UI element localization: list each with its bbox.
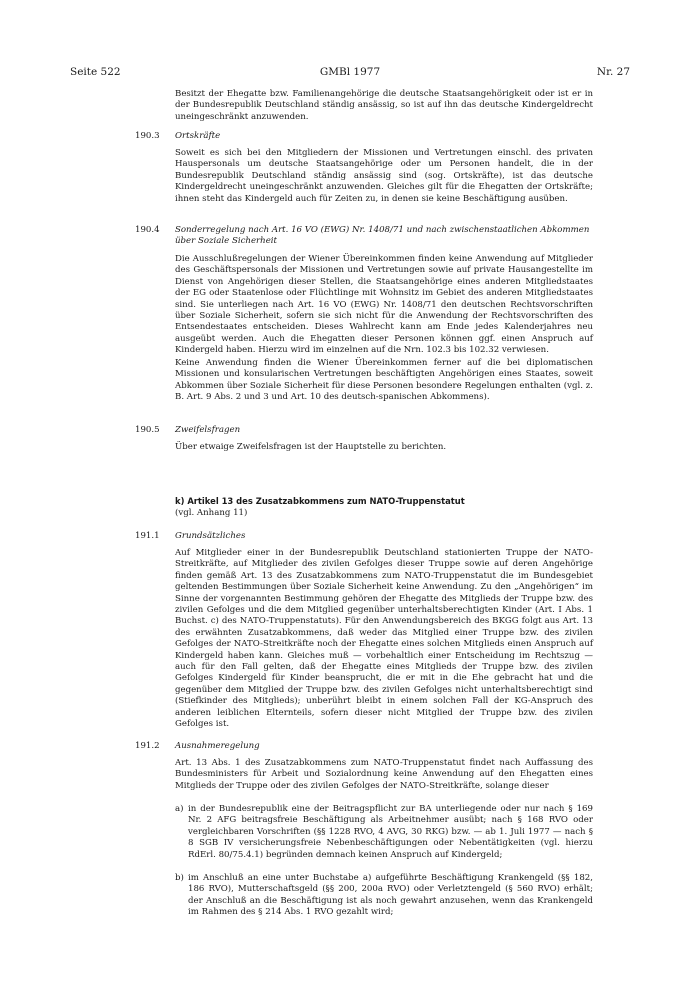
section-heading-191-1: Grundsätzliches: [175, 531, 246, 541]
list-item-text: im Anschluß an eine unter Buchstabe a) aufgeführte Beschäftigung Krankengeld (§§ 182, 186 RVO), Mutterschaftsgeld (§§ 200, 200a RVO) oder Verletztengeld (§ 560 RVO) erhält; der Anschluß an die Beschäftigung ist als noch gewahrt anzusehen, wenn das Krankengeld im Rahmen des § 214 Abs. 1 RVO gezahlt wird;: [188, 873, 593, 918]
list-item-label: b): [175, 873, 184, 883]
section-paragraph-190-4-b: Keine Anwendung finden die Wiener Übereinkommen ferner auf die bei diplomatischen Missionen und konsularischen Vertretungen beschäftigten Angehörigen eines Staates, soweit Abkommen über Soziale Sicherheit für diese Personen besondere Regelungen enthalten (vgl. z. B. Art. 9 Abs. 2 und 3 und Art. 10 des deutsch-spanischen Abkommens).: [175, 358, 593, 403]
journal-title: GMBl 1977: [319, 66, 381, 78]
list-item-b: [175, 873, 593, 919]
page-number: Seite 522: [70, 66, 121, 78]
intro-paragraph: Besitzt der Ehegatte bzw. Familienangehörige die deutsche Staatsangehörigkeit oder ist er in der Bundesrepublik Deutschland ständig ansässig, so ist auf ihn das deutsche Kindergeldrecht uneingeschränkt anzuwenden.: [175, 89, 593, 122]
article-heading: [175, 496, 593, 508]
section-paragraph-190-5: Über etwaige Zweifelsfragen ist der Hauptstelle zu berichten.: [175, 442, 447, 452]
list-item-label: a): [175, 804, 184, 814]
section-number-190-4: 190.4: [135, 225, 160, 235]
section-paragraph-190-4-a: Die Ausschlußregelungen der Wiener Übereinkommen finden keine Anwendung auf Mitglieder des Geschäftspersonals der Missionen und Vertretungen sowie auf private Hausangestellte im Dienst von Angehörigen dieser Stellen, die Staatsangehörige eines anderen Mitgliedstaates der EG oder Staatenlose oder Flüchtlinge mit Wohnsitz im Gebiet des anderen Mitgliedstaates sind. Sie unterliegen nach Art. 16 VO (EWG) Nr. 1408/71 den deutschen Rechtsvorschriften über Soziale Sicherheit, sofern sie sich nicht für die Anwendung der Rechtsvorschriften des Entsendestaates entscheiden. Dieses Wahlrecht kann am Ende jedes Kalenderjahres neu ausgeübt werden. Auch die Ehegatten dieser Personen können ggf. einen Anspruch auf Kindergeld haben. Hierzu wird im einzelnen auf die Nrn. 102.3 bis 102.32 verwiesen.: [175, 254, 593, 356]
section-heading-190-3: Ortskräfte: [175, 131, 221, 141]
issue-number: Nr. 27: [596, 66, 630, 78]
article-subtitle: (vgl. Anhang 11): [175, 508, 248, 518]
section-number-191-1: 191.1: [135, 531, 160, 541]
section-paragraph-191-1: Auf Mitglieder einer in der Bundesrepublik Deutschland stationierten Truppe der NATO-Streitkräfte, auf Mitglieder des zivilen Gefolges dieser Truppe sowie auf deren Angehörige finden gemäß Art. 13 des Zusatzabkommens zum NATO-Truppenstatut die im Bundesgebiet geltenden Bestimmungen über Soziale Sicherheit keine Anwendung. Zu den „Angehörigen“ im Sinne der vorgenannten Bestimmung gehören der Ehegatte des Mitglieds der Truppe bzw. des zivilen Gefolges und die dem Mitglied gegenüber unterhaltsberechtigten Kinder (Art. I Abs. 1 Buchst. c) des NATO-Truppenstatuts). Für den Anwendungsbereich des BKGG folgt aus Art. 13 des erwähnten Zusatzabkommens, daß weder das Mitglied einer Truppe bzw. des zivilen Gefolges der NATO-Streitkräfte noch der Ehegatte eines solchen Mitglieds einen Anspruch auf Kindergeld haben kann. Gleiches muß — vorbehaltlich einer Entscheidung im Rechtszug — auch für den Fall gelten, daß der Ehegatte eines Mitglieds der Truppe bzw. des zivilen Gefolges Kindergeld für Kinder beansprucht, die er mit in die Ehe gebracht hat und die gegenüber dem Mitglied der Truppe bzw. des zivilen Gefolges nicht unterhaltsberechtigt sind (Stiefkinder des Mitglieds); unberührt bleibt in einem solchen Fall der KG-Anspruch des anderen leiblichen Elternteils, sofern dieser nicht Mitglied der Truppe bzw. des zivilen Gefolges ist.: [175, 548, 593, 730]
section-paragraph-191-2: Art. 13 Abs. 1 des Zusatzabkommens zum NATO-Truppenstatut findet nach Auffassung des Bundesministers für Arbeit und Sozialordnung keine Anwendung auf den Ehegatten eines Mitglieds der Truppe oder des zivilen Gefolges der NATO-Streitkräfte, solange dieser: [175, 758, 593, 791]
section-number-191-2: 191.2: [135, 741, 160, 751]
section-heading-191-2: Ausnahmeregelung: [175, 741, 260, 751]
section-heading-190-5: Zweifelsfragen: [175, 425, 241, 435]
list-item-a: [175, 804, 593, 861]
section-number-190-3: 190.3: [135, 131, 160, 141]
section-paragraph-190-3: Soweit es sich bei den Mitgliedern der Missionen und Vertretungen einschl. des privaten Hauspersonals um deutsche Staatsangehörige oder um Personen handelt, die in der Bundesrepublik Deutschland ständig ansässig sind (sog. Ortskräfte), ist das deutsche Kindergeldrecht uneingeschränkt anzuwenden. Gleiches gilt für die Ehegatten der Ortskräfte; ihnen steht das Kindergeld auch für Zeiten zu, in denen sie keine Beschäftigung ausüben.: [175, 148, 593, 204]
section-heading-190-4: Sonderregelung nach Art. 16 VO (EWG) Nr. 1408/71 und nach zwischenstaatlichen Abkommen über Soziale Sicherheit: [175, 225, 590, 247]
section-number-190-5: 190.5: [135, 425, 160, 435]
list-item-text: in der Bundesrepublik eine der Beitragspflicht zur BA unterliegende oder nur nach § 169 Nr. 2 AFG beitragsfreie Beschäftigung als Arbeitnehmer ausübt; nach § 168 RVO oder vergleichbaren Vorschriften (§§ 1228 RVO, 4 AVG, 30 RKG) bzw. — ab 1. Juli 1977 — nach § 8 SGB IV versicherungsfreie Nebenbeschäftigungen oder Nebentätigkeiten (vgl. hierzu RdErl. 80/75.4.1) begründen demnach keinen Anspruch auf Kindergeld;: [188, 804, 593, 860]
article-title: k) Artikel 13 des Zusatzabkommens zum NATO-Truppenstatut: [175, 496, 465, 506]
